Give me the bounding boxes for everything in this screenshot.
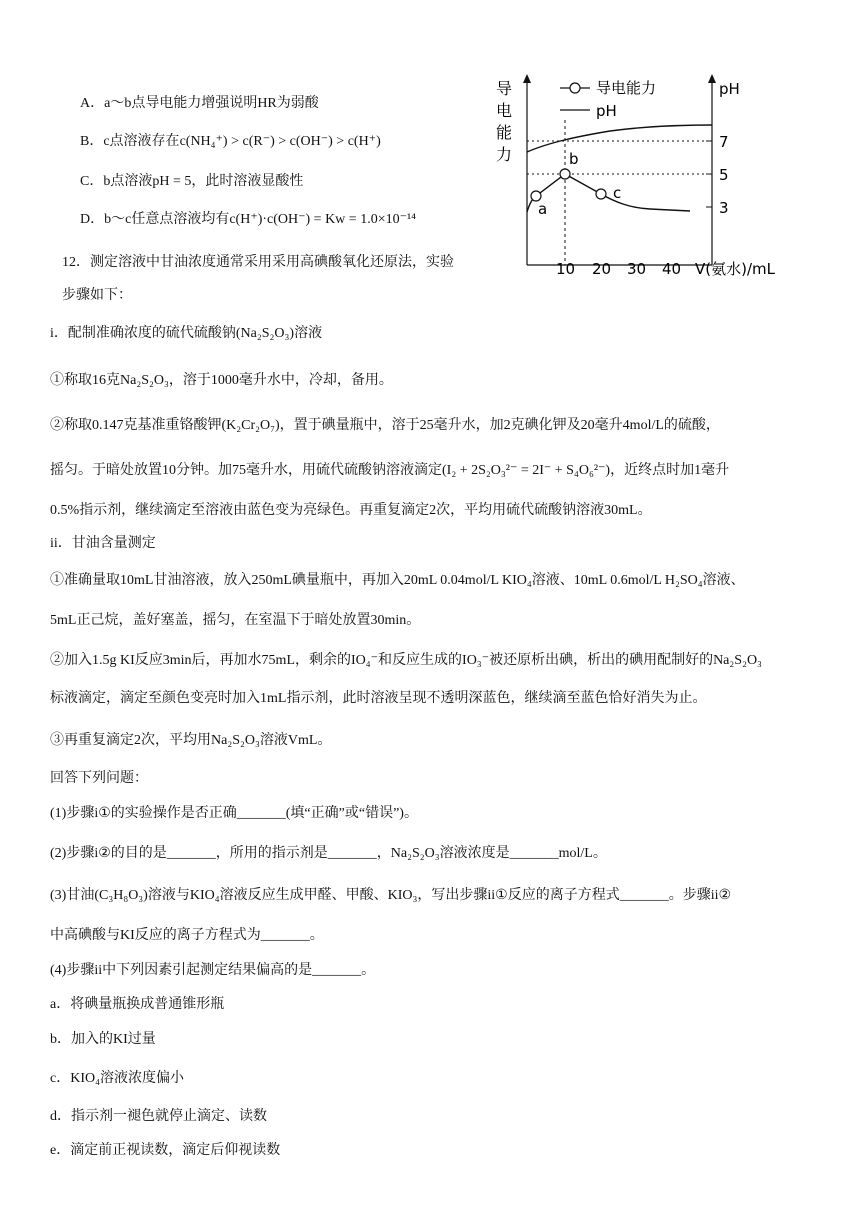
step-ii3: ③再重复滴定2次，平均用Na₂S₂O₃溶液VmL。 xyxy=(50,733,332,748)
step-i2-line2: 摇匀。于暗处放置10分钟。加75毫升水，用硫代硫酸钠溶液滴定(I₂ + 2S₂O₃²⁻ = 2I⁻ + S₄O₆²⁻)，近终点时加1毫升 xyxy=(50,463,730,478)
question-1: (1)步骤i①的实验操作是否正确_______(填“正确”或“错误”)。 xyxy=(50,806,418,821)
point-b-marker xyxy=(560,169,570,179)
legend-ph-label: pH xyxy=(596,102,617,120)
choice-c: c．KIO₄溶液浓度偏小 xyxy=(50,1071,184,1086)
step-i2-line3: 0.5%指示剂，继续滴定至溶液由蓝色变为亮绿色。再重复滴定2次，平均用硫代硫酸钠溶液30mL。 xyxy=(50,503,652,518)
step-ii1-line1: ①准确量取10mL甘油溶液，放入250mL碘量瓶中，再加入20mL 0.04mol/L KIO₄溶液、10mL 0.6mol/L H₂SO₄溶液、 xyxy=(50,573,745,588)
question-4: (4)步骤ii中下列因素引起测定结果偏高的是_______。 xyxy=(50,963,376,978)
conductivity-curve xyxy=(527,174,690,212)
x-tick-30: 30 xyxy=(627,260,647,278)
step-ii2-line2: 标液滴定，滴定至颜色变亮时加入1mL指示剂，此时溶液呈现不透明深蓝色，继续滴至蓝色恰好消失为止。 xyxy=(50,691,707,706)
step-ii-title: ii．甘油含量测定 xyxy=(50,536,156,551)
option-d xyxy=(80,211,416,229)
step-i1: ①称取16克Na₂S₂O₃，溶于1000毫升水中，冷却，备用。 xyxy=(50,373,393,388)
left-axis-label-2: 电 xyxy=(496,101,513,120)
option-d-text: D．b～c任意点溶液均有 xyxy=(80,212,230,227)
choice-a: a．将碘量瓶换成普通锥形瓶 xyxy=(50,997,225,1012)
point-c-marker xyxy=(596,189,606,199)
q12-title: 12．测定溶液中甘油浓度通常采用采用高碘酸氧化还原法，实验 xyxy=(62,255,454,270)
step-i2-line1: ②称取0.147克基准重铬酸钾(K₂Cr₂O₇)，置于碘量瓶中，溶于25毫升水，加2克碘化钾及20毫升4mol/L的硫酸， xyxy=(50,418,720,433)
ph-curve xyxy=(527,125,712,152)
conductivity-ph-graph xyxy=(490,70,800,285)
step-i-title: i．配制准确浓度的硫代硫酸钠(Na₂S₂O₃)溶液 xyxy=(50,326,323,341)
x-tick-40: 40 xyxy=(662,260,682,278)
option-a: A．a～b点导电能力增强说明HR为弱酸 xyxy=(80,96,319,111)
legend-conductivity-marker xyxy=(570,83,580,93)
legend-conductivity-label: 导电能力 xyxy=(596,79,657,97)
step-ii2-line1: ②加入1.5g KI反应3min后，再加水75mL，剩余的IO₄⁻和反应生成的IO₃⁻被还原析出碘，析出的碘用配制好的Na₂S₂O₃ xyxy=(50,653,762,668)
left-axis-label-1: 导 xyxy=(496,79,513,98)
ph-tick-3: 3 xyxy=(719,199,729,217)
choice-e: e．滴定前正视读数，滴定后仰视读数 xyxy=(50,1143,281,1158)
point-c-label: c xyxy=(613,184,622,202)
point-a-label: a xyxy=(538,200,548,218)
left-axis-label-4: 力 xyxy=(496,145,513,164)
x-tick-10: 10 xyxy=(556,260,576,278)
choice-b: b．加入的KI过量 xyxy=(50,1032,156,1047)
answer-heading: 回答下列问题： xyxy=(50,771,148,786)
right-axis-label: pH xyxy=(719,80,740,98)
q12-title-cont: 步骤如下： xyxy=(62,288,132,303)
left-axis-label-3: 能 xyxy=(496,123,513,142)
question-2: (2)步骤i②的目的是_______，所用的指示剂是_______，Na₂S₂O₃溶液浓度是_______mol/L。 xyxy=(50,846,607,861)
y-axis-right-arrow xyxy=(708,74,716,83)
option-b xyxy=(80,133,381,151)
question-3-line1: (3)甘油(C₃H₈O₃)溶液与KIO₄溶液反应生成甲醛、甲酸、KIO₃，写出步骤ii①反应的离子方程式_______。步骤ii② xyxy=(50,888,732,903)
option-d-formula: c(H⁺)·c(OH⁻) = Kw = 1.0×10⁻¹⁴ xyxy=(229,212,417,227)
option-b-text: B．c点溶液存在 xyxy=(80,134,180,149)
ph-tick-5: 5 xyxy=(719,166,729,184)
option-c: C．b点溶液pH = 5，此时溶液显酸性 xyxy=(80,174,304,189)
x-tick-20: 20 xyxy=(592,260,612,278)
x-axis-label: V(氨水)/mL xyxy=(695,260,775,278)
question-3-line2: 中高碘酸与KI反应的离子方程式为_______。 xyxy=(50,928,324,943)
ph-tick-7: 7 xyxy=(719,133,729,151)
y-axis-left-arrow xyxy=(523,74,531,83)
step-ii1-line2: 5mL正己烷，盖好塞盖，摇匀，在室温下于暗处放置30min。 xyxy=(50,613,421,628)
point-b-label: b xyxy=(569,150,579,168)
choice-d: d．指示剂一褪色就停止滴定、读数 xyxy=(50,1109,267,1124)
option-b-formula: c(NH₄⁺) > c(R⁻) > c(OH⁻) > c(H⁺) xyxy=(179,134,381,149)
